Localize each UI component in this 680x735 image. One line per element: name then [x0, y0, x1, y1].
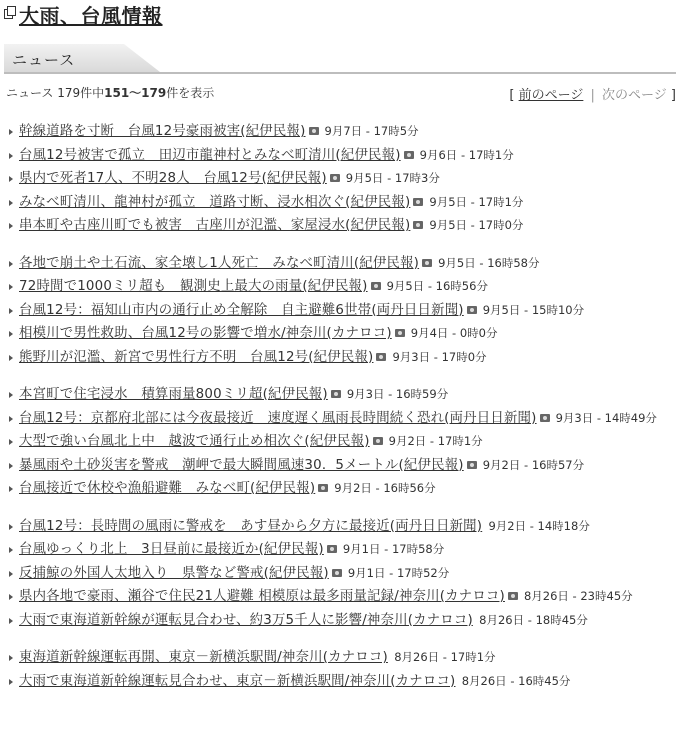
news-date: 8月26日 - 17時1分 — [394, 650, 496, 664]
news-title-link[interactable]: 大型で強い台風北上中 越波で通行止め相次ぐ(紀伊民報) — [19, 434, 370, 449]
bullet-arrow-icon — [9, 594, 13, 600]
photo-camera-icon — [540, 414, 550, 422]
news-title-link[interactable]: 幹線道路を寸断 台風12号豪雨被害(紀伊民報) — [19, 124, 306, 139]
bullet-arrow-icon — [9, 416, 13, 422]
photo-camera-icon — [508, 592, 518, 600]
news-date: 9月5日 - 17時0分 — [429, 218, 524, 232]
news-title-link[interactable]: 台風ゆっくり北上 3日昼前に最接近か(紀伊民報) — [19, 542, 324, 557]
news-group — [6, 515, 674, 633]
photo-camera-icon — [373, 437, 383, 445]
news-title-link[interactable]: 大雨で東海道新幹線が運転見合わせ、約3万5千人に影響/神奈川(カナロコ) — [19, 612, 473, 628]
news-title-link[interactable]: 東海道新幹線運転再開、東京－新横浜駅間/神奈川(カナロコ) — [19, 650, 388, 665]
news-group — [6, 252, 674, 370]
news-item — [6, 538, 674, 562]
bullet-arrow-icon — [9, 129, 13, 135]
bullet-arrow-icon — [9, 524, 13, 530]
news-date: 9月6日 - 17時1分 — [419, 147, 514, 162]
news-item — [6, 252, 674, 276]
photo-camera-icon — [404, 151, 414, 159]
photo-camera-icon — [467, 461, 477, 469]
news-title-link[interactable]: 台風12号：京都府北部には今夜最接近 速度遅く風雨長時間続く恐れ(両丹日日新聞) — [19, 410, 537, 426]
news-date: 9月5日 - 17時1分 — [429, 194, 524, 209]
news-title-link[interactable]: 反捕鯨の外国人太地入り 県警など警戒(紀伊民報) — [19, 565, 329, 581]
bullet-arrow-icon — [9, 463, 13, 469]
news-date: 9月5日 - 17時3分 — [345, 171, 440, 185]
news-title-link[interactable]: 串本町や古座川町でも被害 古座川が氾濫、家屋浸水(紀伊民報) — [19, 218, 411, 233]
result-count-range: 151～179 — [104, 86, 167, 100]
news-title-link[interactable]: 県内で死者17人、不明28人 台風12号(紀伊民報) — [19, 171, 327, 186]
bullet-arrow-icon — [9, 308, 13, 314]
pager-close-bracket: ] — [670, 88, 676, 103]
bullet-arrow-icon — [9, 284, 13, 290]
news-date: 9月1日 - 17時58分 — [342, 542, 445, 556]
news-item — [6, 430, 674, 454]
bullet-arrow-icon — [9, 261, 13, 267]
news-title-link[interactable]: 本宮町で住宅浸水 積算雨量800ミリ超(紀伊民報) — [19, 387, 328, 402]
bullet-arrow-icon — [9, 655, 13, 661]
news-item — [6, 515, 674, 539]
news-date: 9月7日 - 17時5分 — [324, 124, 419, 138]
news-date: 8月26日 - 23時45分 — [523, 589, 633, 603]
bullet-arrow-icon — [9, 392, 13, 398]
news-group — [6, 383, 674, 501]
photo-camera-icon — [327, 545, 337, 553]
document-icon — [4, 6, 16, 18]
pager-separator: | — [590, 88, 595, 103]
bullet-arrow-icon — [9, 679, 13, 685]
news-item — [6, 167, 674, 191]
bullet-arrow-icon — [9, 355, 13, 361]
photo-camera-icon — [376, 353, 386, 361]
bullet-arrow-icon — [9, 618, 13, 624]
section-divider — [4, 72, 676, 74]
bullet-arrow-icon — [9, 176, 13, 182]
section-tab-label: ニュース — [12, 51, 76, 69]
news-item — [6, 585, 674, 609]
news-group — [6, 120, 674, 238]
news-title-link[interactable]: 大雨で東海道新幹線運転見合わせ、東京－新横浜駅間/神奈川(カナロコ) — [19, 673, 456, 689]
bullet-arrow-icon — [9, 486, 13, 492]
pagination — [509, 84, 676, 103]
photo-camera-icon — [309, 127, 319, 135]
news-item — [6, 299, 674, 323]
page-title[interactable]: 大雨、台風情報 — [19, 4, 163, 28]
news-item — [6, 454, 674, 478]
prev-page-link[interactable]: 前のページ — [518, 88, 584, 103]
news-item — [6, 670, 674, 694]
bullet-arrow-icon — [9, 223, 13, 229]
news-item — [6, 275, 674, 299]
bullet-arrow-icon — [9, 331, 13, 337]
news-date: 9月2日 - 17時1分 — [388, 434, 483, 448]
next-page-label: 次のページ — [602, 88, 667, 103]
news-date: 9月3日 - 14時49分 — [555, 410, 657, 425]
news-date: 9月3日 - 16時59分 — [346, 387, 449, 401]
news-date: 8月26日 - 16時45分 — [461, 673, 571, 688]
news-title-link[interactable]: 熊野川が氾濫、新宮で男性行方不明 台風12号(紀伊民報) — [19, 349, 374, 365]
photo-camera-icon — [330, 174, 340, 182]
news-title-link[interactable]: 台風12号被害で孤立 田辺市龍神村とみなべ町清川(紀伊民報) — [19, 147, 401, 163]
news-date: 9月5日 - 16時58分 — [438, 255, 540, 270]
news-item — [6, 609, 674, 633]
news-date: 9月1日 - 17時52分 — [347, 565, 450, 580]
bullet-arrow-icon — [9, 547, 13, 553]
news-item — [6, 120, 674, 144]
news-title-link[interactable]: 相模川で男性救助、台風12号の影響で増水/神奈川(カナロコ) — [19, 326, 392, 341]
bullet-arrow-icon — [9, 200, 13, 206]
news-item — [6, 346, 674, 370]
page-header — [4, 4, 163, 28]
news-list — [6, 120, 674, 707]
news-item — [6, 144, 674, 168]
news-date: 9月5日 - 15時10分 — [482, 302, 585, 317]
news-title-link[interactable]: みなべ町清川、龍神村が孤立 道路寸断、浸水相次ぐ(紀伊民報) — [19, 194, 411, 210]
news-item — [6, 214, 674, 238]
news-title-link[interactable]: 県内各地で豪雨、瀬谷で住民21人避難 相模原は最多雨量記録/神奈川(カナロコ) — [19, 589, 505, 604]
news-date: 9月2日 - 16時57分 — [482, 457, 585, 472]
photo-camera-icon — [331, 390, 341, 398]
news-title-link[interactable]: 各地で崩土や土石流、家全壊し1人死亡 みなべ町清川(紀伊民報) — [19, 255, 420, 271]
news-date: 9月2日 - 14時18分 — [488, 518, 590, 533]
news-title-link[interactable]: 暴風雨や土砂災害を警戒 潮岬で最大瞬間風速30．5メートル(紀伊民報) — [19, 457, 464, 473]
news-item — [6, 407, 674, 431]
news-item — [6, 191, 674, 215]
photo-camera-icon — [467, 306, 477, 314]
result-count-prefix: ニュース 179件中 — [6, 86, 105, 100]
result-count-suffix: 件を表示 — [166, 86, 215, 100]
bullet-arrow-icon — [9, 153, 13, 159]
pager-open-bracket: [ — [509, 88, 515, 103]
news-title-link[interactable]: 72時間で1000ミリ超も 観測史上最大の雨量(紀伊民報) — [19, 279, 368, 294]
news-item — [6, 562, 674, 586]
photo-camera-icon — [422, 259, 432, 267]
photo-camera-icon — [395, 329, 405, 337]
bullet-arrow-icon — [9, 439, 13, 445]
photo-camera-icon — [413, 198, 423, 206]
news-date: 9月4日 - 0時0分 — [410, 326, 498, 340]
news-item — [6, 646, 674, 670]
news-date: 8月26日 - 18時45分 — [479, 612, 588, 627]
news-item — [6, 383, 674, 407]
news-item — [6, 477, 674, 501]
news-title-link[interactable]: 台風接近で休校や漁船避難 みなべ町(紀伊民報) — [19, 481, 316, 496]
news-title-link[interactable]: 台風12号：福知山市内の通行止め全解除 自主避難6世帯(両丹日日新聞) — [19, 302, 464, 318]
photo-camera-icon — [318, 484, 328, 492]
news-item — [6, 322, 674, 346]
photo-camera-icon — [332, 569, 342, 577]
section-header — [4, 44, 676, 74]
photo-camera-icon — [371, 282, 381, 290]
bullet-arrow-icon — [9, 571, 13, 577]
news-date: 9月2日 - 16時56分 — [334, 481, 436, 495]
photo-camera-icon — [413, 221, 423, 229]
news-date: 9月5日 - 16時56分 — [386, 279, 488, 293]
news-group — [6, 646, 674, 693]
news-date: 9月3日 - 17時0分 — [392, 349, 487, 364]
news-title-link[interactable]: 台風12号：長時間の風雨に警戒を あす昼から夕方に最接近(両丹日日新聞) — [19, 518, 483, 534]
